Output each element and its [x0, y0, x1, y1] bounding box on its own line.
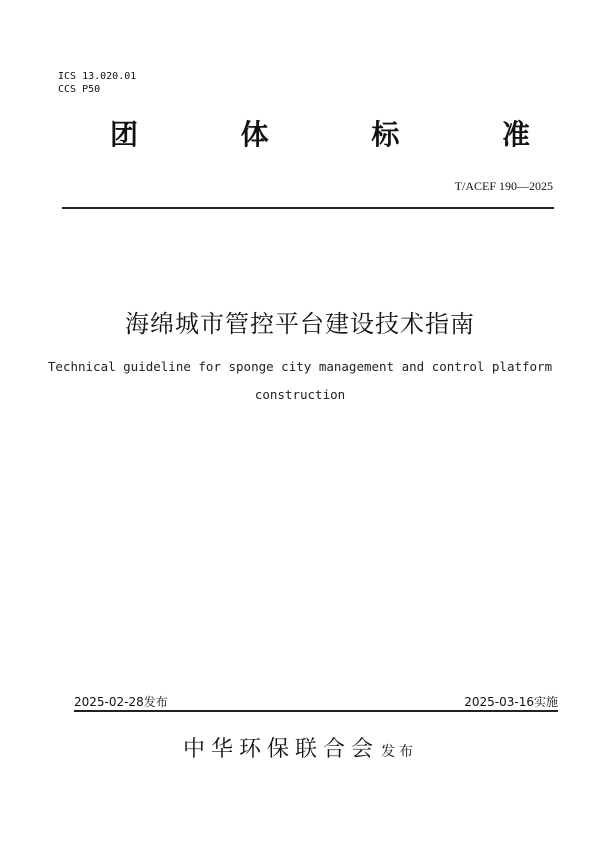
ccs-code: CCS P50	[58, 84, 101, 95]
ics-code: ICS 13.020.01	[58, 71, 137, 82]
publish-date: 2025-02-28发布	[74, 695, 168, 709]
top-divider	[62, 207, 554, 209]
chinese-title: 海绵城市管控平台建设技术指南	[125, 310, 475, 338]
english-title-line1: Technical guideline for sponge city management and control platform	[47, 359, 553, 374]
standard-number: T/ACEF 190—2025	[454, 179, 553, 193]
category-char: 团	[110, 118, 139, 151]
category-char: 标	[371, 118, 400, 151]
classification-codes	[58, 70, 136, 96]
dates-row	[74, 693, 558, 710]
category-char: 体	[240, 118, 269, 151]
english-title	[0, 353, 600, 409]
bottom-divider	[74, 710, 558, 712]
publisher	[0, 732, 600, 763]
category-char: 准	[501, 118, 530, 151]
publisher-suffix: 发布	[381, 745, 417, 760]
english-title-line2: construction	[254, 387, 346, 402]
standard-category-heading	[110, 113, 530, 153]
publisher-name: 中华环保联合会	[182, 736, 379, 761]
implement-date: 2025-03-16实施	[464, 695, 558, 709]
